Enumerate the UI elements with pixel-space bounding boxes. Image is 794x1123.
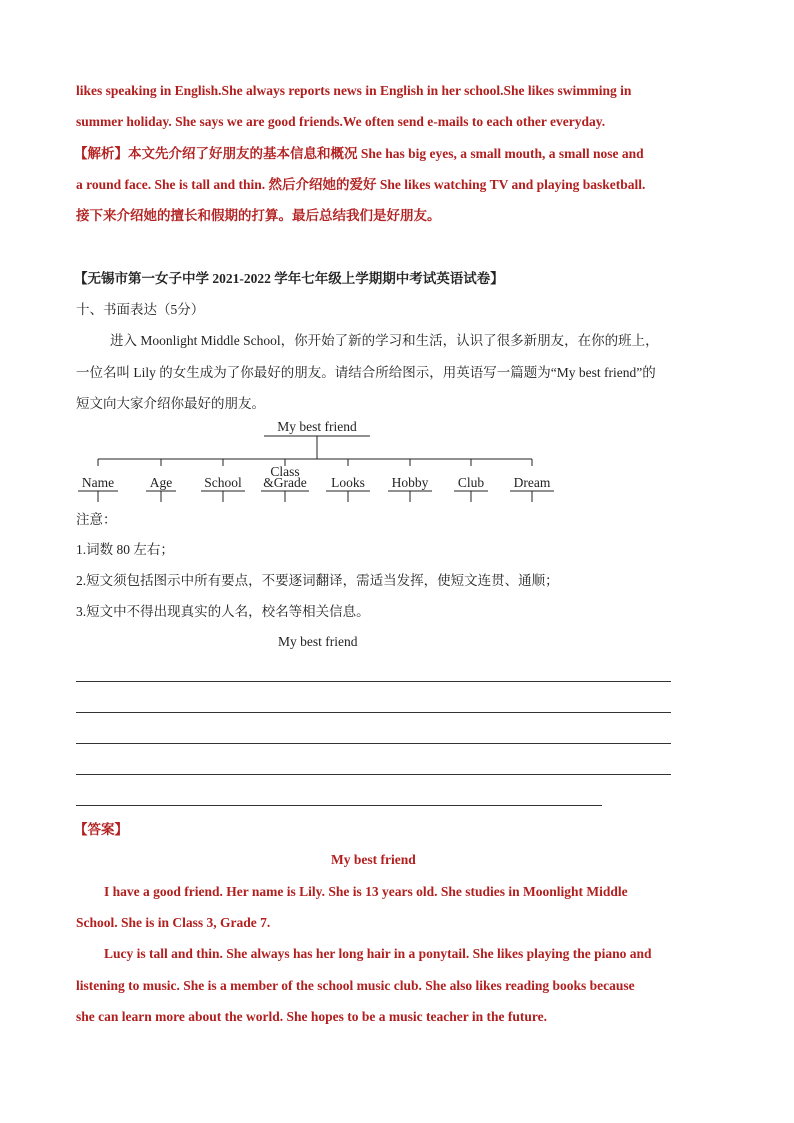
- prompt-line: 短文向大家介绍你最好的朋友。: [76, 396, 265, 411]
- answer-text-line: School. She is in Class 3, Grade 7.: [76, 915, 271, 930]
- answer-text-line: summer holiday. She says we are good friends.We often send e-mails to each other everyday.: [76, 114, 606, 129]
- analysis-line: a round face. She is tall and thin. 然后介绍她的爱好 She likes watching TV and playing basketball.: [76, 177, 646, 192]
- diagram-node: Hobby: [391, 475, 429, 490]
- diagram-node: School: [204, 475, 242, 490]
- writing-line: [76, 681, 671, 682]
- diagram-node: Looks: [331, 475, 365, 490]
- answer-text-line: Lucy is tall and thin. She always has her long hair in a ponytail. She likes playing the piano and: [104, 946, 652, 961]
- writing-line: [76, 712, 671, 713]
- writing-line: [76, 743, 671, 744]
- note-item: 1.词数 80 左右；: [76, 542, 174, 557]
- diagram-node: &Grade: [263, 475, 307, 490]
- note-item: 3.短文中不得出现真实的人名，校名等相关信息。: [76, 604, 370, 619]
- diagram-node: Age: [149, 475, 173, 490]
- analysis-line: 接下来介绍她的擅长和假期的打算。最后总结我们是好朋友。: [76, 208, 441, 223]
- diagram-node: Dream: [513, 475, 551, 490]
- prompt-line: 进入 Moonlight Middle School，你开始了新的学习和生活，认识了很多新朋友，在你的班上，: [110, 333, 659, 348]
- answer-text-line: likes speaking in English.She always reports news in English in her school.She likes swimming in: [76, 83, 632, 98]
- essay-title: My best friend: [278, 634, 358, 649]
- section-heading: 十、书面表达（5分）: [76, 302, 205, 317]
- writing-line: [76, 774, 671, 775]
- prompt-line: 一位名叫 Lily 的女生成为了你最好的朋友。请结合所给图示，用英语写一篇题为“My best friend”的: [76, 365, 656, 380]
- diagram-node: Name: [81, 475, 115, 490]
- answer-label: 【答案】: [74, 822, 128, 837]
- notes-heading: 注意：: [76, 512, 117, 527]
- note-item: 2.短文须包括图示中所有要点，不要逐词翻译，需适当发挥，使短文连贯、通顺；: [76, 573, 559, 588]
- answer-text-line: I have a good friend. Her name is Lily. She is 13 years old. She studies in Moonlight Middle: [104, 884, 628, 899]
- diagram-node: Club: [457, 475, 485, 490]
- answer-text-line: she can learn more about the world. She hopes to be a music teacher in the future.: [76, 1009, 547, 1024]
- diagram-node-class: Class: [270, 464, 300, 479]
- exam-source-heading: 【无锡市第一女子中学 2021-2022 学年七年级上学期期中考试英语试卷】: [74, 271, 504, 286]
- writing-line: [76, 805, 602, 806]
- diagram-root-label: My best friend: [277, 419, 357, 434]
- answer-text-line: listening to music. She is a member of the school music club. She also likes reading books because: [76, 978, 635, 993]
- answer-title: My best friend: [331, 852, 416, 867]
- analysis-line: 【解析】本文先介绍了好朋友的基本信息和概况 She has big eyes, a small mouth, a small nose and: [74, 146, 644, 161]
- outline-diagram: [76, 414, 556, 506]
